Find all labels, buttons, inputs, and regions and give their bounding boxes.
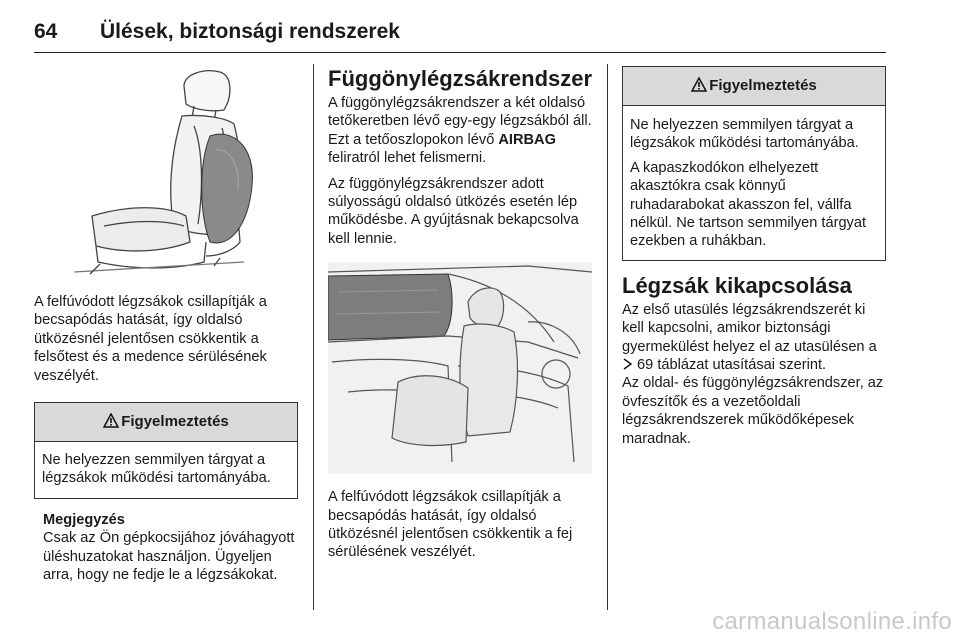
warning-text: Ne helyezzen semmilyen tárgyat a légzsákok működési tartományába. xyxy=(630,117,859,152)
column-3 xyxy=(622,66,886,448)
note-block xyxy=(34,511,298,585)
page-number: 64 xyxy=(34,20,58,43)
column-divider xyxy=(313,64,314,610)
warning-text: Ne helyezzen semmilyen tárgyat a légzsákok működési tartományába. xyxy=(42,452,271,487)
note-text: Csak az Ön gépkocsijához jóváhagyott üléshuzatokat használjon. Ügyeljen arra, hogy ne fedje le a légzsákokat. xyxy=(43,530,295,584)
figure-caption: A felfúvódott légzsákok csillapítják a becsapódás hatását, így oldalsó ütközésnél jelentősen csökkentik a felsőtest és a medence sérülésének veszélyét. xyxy=(34,294,267,384)
body-paragraph: Az oldal- és függönylégzsákrendszer, az övfeszítők és a vezetőoldali légzsákrendszerek működőképesek maradnak. xyxy=(622,375,884,447)
warning-text: A kapaszkodókon elhelyezett akasztókra csak könnyű ruhadarabokat akasszon fel, vállfa nélkül. Ne tartson semmilyen tárgyat ezekben a ruhákban. xyxy=(630,159,867,250)
reference-arrow-icon xyxy=(622,358,633,370)
warning-box xyxy=(34,402,298,499)
warning-triangle-icon xyxy=(103,413,119,428)
page-title: Ülések, biztonsági rendszerek xyxy=(100,20,400,43)
curtain-airbag-illustration xyxy=(328,262,592,474)
seat-airbag-illustration xyxy=(34,66,298,278)
note-title: Megjegyzés xyxy=(43,511,125,528)
section-heading: Légzsák kikapcsolása xyxy=(622,272,852,298)
column-1 xyxy=(34,66,298,584)
watermark: carmanualsonline.info xyxy=(712,608,952,635)
body-paragraph: Az első utasülés légzsákrendszerét ki kell kapcsolni, amikor biztonsági gyermekülést helyez el az utasülésen a 69 táblázat utasításai szerint. xyxy=(622,301,877,374)
warning-triangle-icon xyxy=(691,77,707,92)
warning-box xyxy=(622,66,886,261)
section-heading: Függönylégzsákrendszer xyxy=(328,66,593,91)
seat-airbag-figure xyxy=(34,66,298,278)
figure-caption: A felfúvódott légzsákok csillapítják a becsapódás hatását, így oldalsó ütközésnél jelentősen csökkentik a fej sérülésének veszélyét. xyxy=(328,489,573,561)
warning-title: Figyelmeztetés xyxy=(121,413,229,431)
page-header xyxy=(34,20,886,53)
airbag-label: AIRBAG xyxy=(498,131,556,148)
column-divider xyxy=(607,64,608,610)
body-paragraph: Az függönylégzsákrendszer adott súlyosságú oldalsó ütközés esetén lép működésbe. A gyújtásnak bekapcsolva kell lennie. xyxy=(328,175,579,247)
body-paragraph: A függönylégzsákrendszer a két oldalsó tetőkeretben lévő egy-egy légzsákból áll. Ezt a tetőoszlopokon lévő AIRBAG feliratról lehet felismerni. xyxy=(328,95,592,167)
warning-header xyxy=(623,67,885,106)
curtain-airbag-figure xyxy=(328,262,592,474)
warning-title: Figyelmeztetés xyxy=(709,77,817,94)
warning-header xyxy=(35,403,297,442)
column-2 xyxy=(328,66,594,562)
